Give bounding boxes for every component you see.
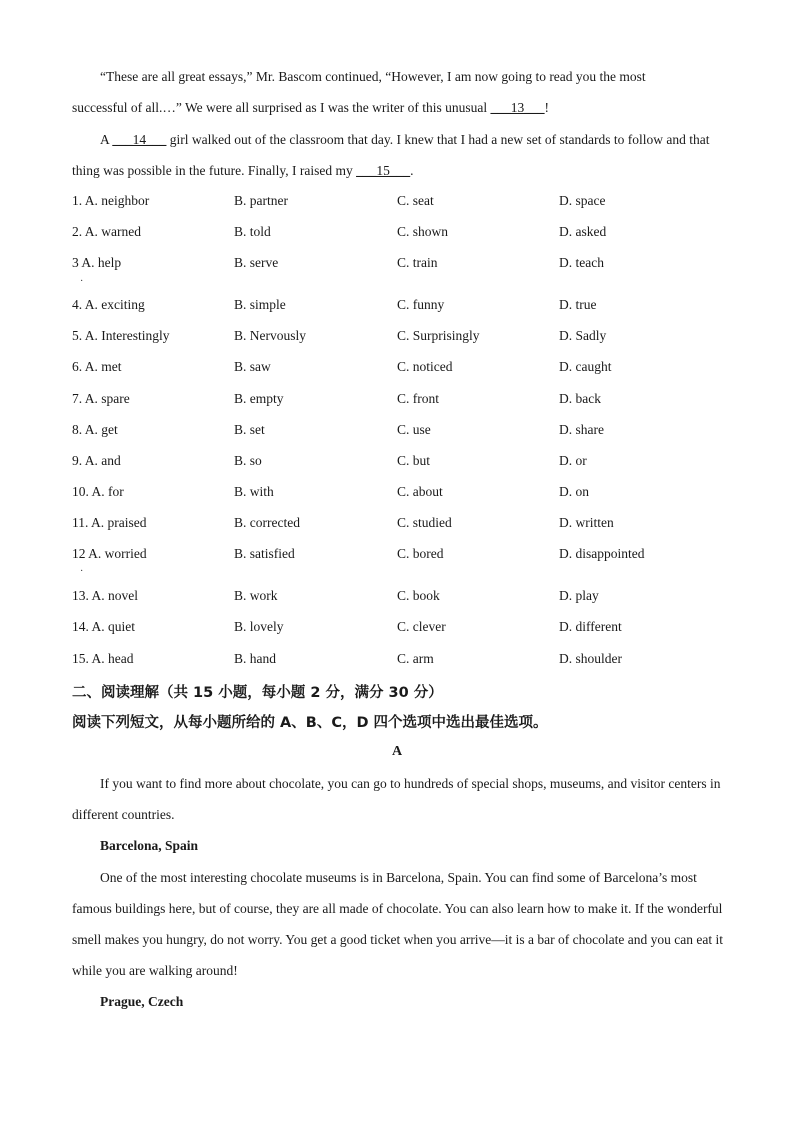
option-a: 5. A. Interestingly	[72, 328, 170, 343]
option-row	[72, 255, 752, 275]
option-row	[72, 391, 752, 411]
option-d: D. shoulder	[559, 651, 622, 666]
option-d: D. play	[559, 588, 599, 603]
option-a: 12 A. worried	[72, 546, 147, 561]
option-d: D. asked	[559, 224, 607, 239]
option-c: C. shown	[397, 224, 449, 239]
option-d: D. disappointed	[559, 546, 645, 561]
option-row	[72, 515, 752, 535]
option-row	[72, 224, 752, 244]
option-b: B. serve	[234, 255, 279, 270]
option-row	[72, 588, 752, 608]
option-b: B. work	[234, 588, 278, 603]
option-c: C. arm	[397, 651, 434, 666]
stray-dot-mark: ·	[80, 276, 84, 287]
option-b: B. set	[234, 422, 265, 437]
option-a: 8. A. get	[72, 422, 118, 437]
option-b: B. corrected	[234, 515, 300, 530]
passage-label: A	[391, 744, 403, 759]
option-d: D. written	[559, 515, 614, 530]
option-d: D. true	[559, 297, 597, 312]
option-b: B. so	[234, 453, 262, 468]
passage-line: “These are all great essays,” Mr. Bascom continued, “However, I am now going to read you the most	[100, 69, 646, 84]
option-row	[72, 546, 752, 566]
option-b: B. Nervously	[234, 328, 306, 343]
option-b: B. satisfied	[234, 546, 295, 561]
option-c: C. front	[397, 391, 439, 406]
option-a: 1. A. neighbor	[72, 193, 150, 208]
option-d: D. on	[559, 484, 589, 499]
option-a: 2. A. warned	[72, 224, 141, 239]
option-row	[72, 328, 752, 348]
option-c: C. funny	[397, 297, 445, 312]
option-a: 6. A. met	[72, 359, 122, 374]
option-d: D. or	[559, 453, 587, 468]
option-b: B. lovely	[234, 619, 284, 634]
passage-text: girl walked out of the classroom that day. I knew that I had a new set of standards to follow and that thing was possible in the future. Finally, I raised my	[72, 132, 710, 178]
option-a: 13. A. novel	[72, 588, 138, 603]
option-a: 7. A. spare	[72, 391, 130, 406]
option-c: C. studied	[397, 515, 452, 530]
option-row	[72, 359, 752, 379]
option-row	[72, 297, 752, 317]
stray-dot-mark: ·	[80, 566, 84, 577]
option-d: D. Sadly	[559, 328, 607, 343]
option-row	[72, 651, 752, 671]
option-b: B. empty	[234, 391, 284, 406]
option-d: D. caught	[559, 359, 612, 374]
option-d: D. back	[559, 391, 601, 406]
option-row	[72, 193, 752, 213]
passage-paragraph-2	[72, 124, 732, 186]
blank-14: ___14___	[112, 132, 167, 147]
passage-line: successful of all.…” We were all surprised as I was the writer of this unusual	[72, 100, 491, 115]
option-c: C. about	[397, 484, 443, 499]
option-c: C. seat	[397, 193, 434, 208]
option-row	[72, 484, 752, 504]
option-b: B. simple	[234, 297, 286, 312]
option-d: D. teach	[559, 255, 604, 270]
option-d: D. space	[559, 193, 606, 208]
option-b: B. saw	[234, 359, 271, 374]
option-c: C. bored	[397, 546, 444, 561]
option-row	[72, 422, 752, 442]
option-a: 11. A. praised	[72, 515, 147, 530]
option-b: B. told	[234, 224, 271, 239]
option-b: B. partner	[234, 193, 288, 208]
punctuation: !	[544, 100, 550, 115]
option-row	[72, 453, 752, 473]
passage-paragraph-1	[72, 61, 732, 123]
option-c: C. Surprisingly	[397, 328, 480, 343]
option-a: 15. A. head	[72, 651, 134, 666]
option-b: B. hand	[234, 651, 276, 666]
option-row	[72, 619, 752, 639]
option-b: B. with	[234, 484, 274, 499]
option-a: 9. A. and	[72, 453, 121, 468]
option-a: 14. A. quiet	[72, 619, 135, 634]
barcelona-paragraph: One of the most interesting chocolate museums is in Barcelona, Spain. You can find some of Barcelona’s most famous buildings here, but of course, they are all made of chocolate. You can also learn how to make it. If the wonderful smell makes you hungry, do not worry. You get a good ticket when you arrive—it is a bar of chocolate and you can eat it while you are walking around!	[72, 870, 723, 978]
blank-13: ___13___	[490, 100, 545, 115]
blank-15: ___15___	[356, 163, 411, 178]
option-c: C. clever	[397, 619, 446, 634]
passage-text: A	[100, 132, 113, 147]
subheading-prague: Prague, Czech	[100, 994, 184, 1009]
option-a: 10. A. for	[72, 484, 124, 499]
option-a: 3 A. help	[72, 255, 122, 270]
option-c: C. but	[397, 453, 431, 468]
option-c: C. use	[397, 422, 431, 437]
section-instruction: 阅读下列短文，从每小题所给的 A、B、C，D 四个选项中选出最佳选项。	[72, 715, 548, 731]
option-c: C. noticed	[397, 359, 453, 374]
option-d: D. different	[559, 619, 622, 634]
option-c: C. book	[397, 588, 440, 603]
option-d: D. share	[559, 422, 604, 437]
subheading-barcelona: Barcelona, Spain	[100, 838, 199, 853]
option-c: C. train	[397, 255, 438, 270]
intro-paragraph: If you want to find more about chocolate, you can go to hundreds of special shops, museums, and visitor centers in different countries.	[72, 776, 721, 822]
option-a: 4. A. exciting	[72, 297, 145, 312]
punctuation: .	[410, 163, 414, 178]
section-title: 二、阅读理解（共 15 小题，每小题 2 分，满分 30 分）	[72, 685, 443, 701]
